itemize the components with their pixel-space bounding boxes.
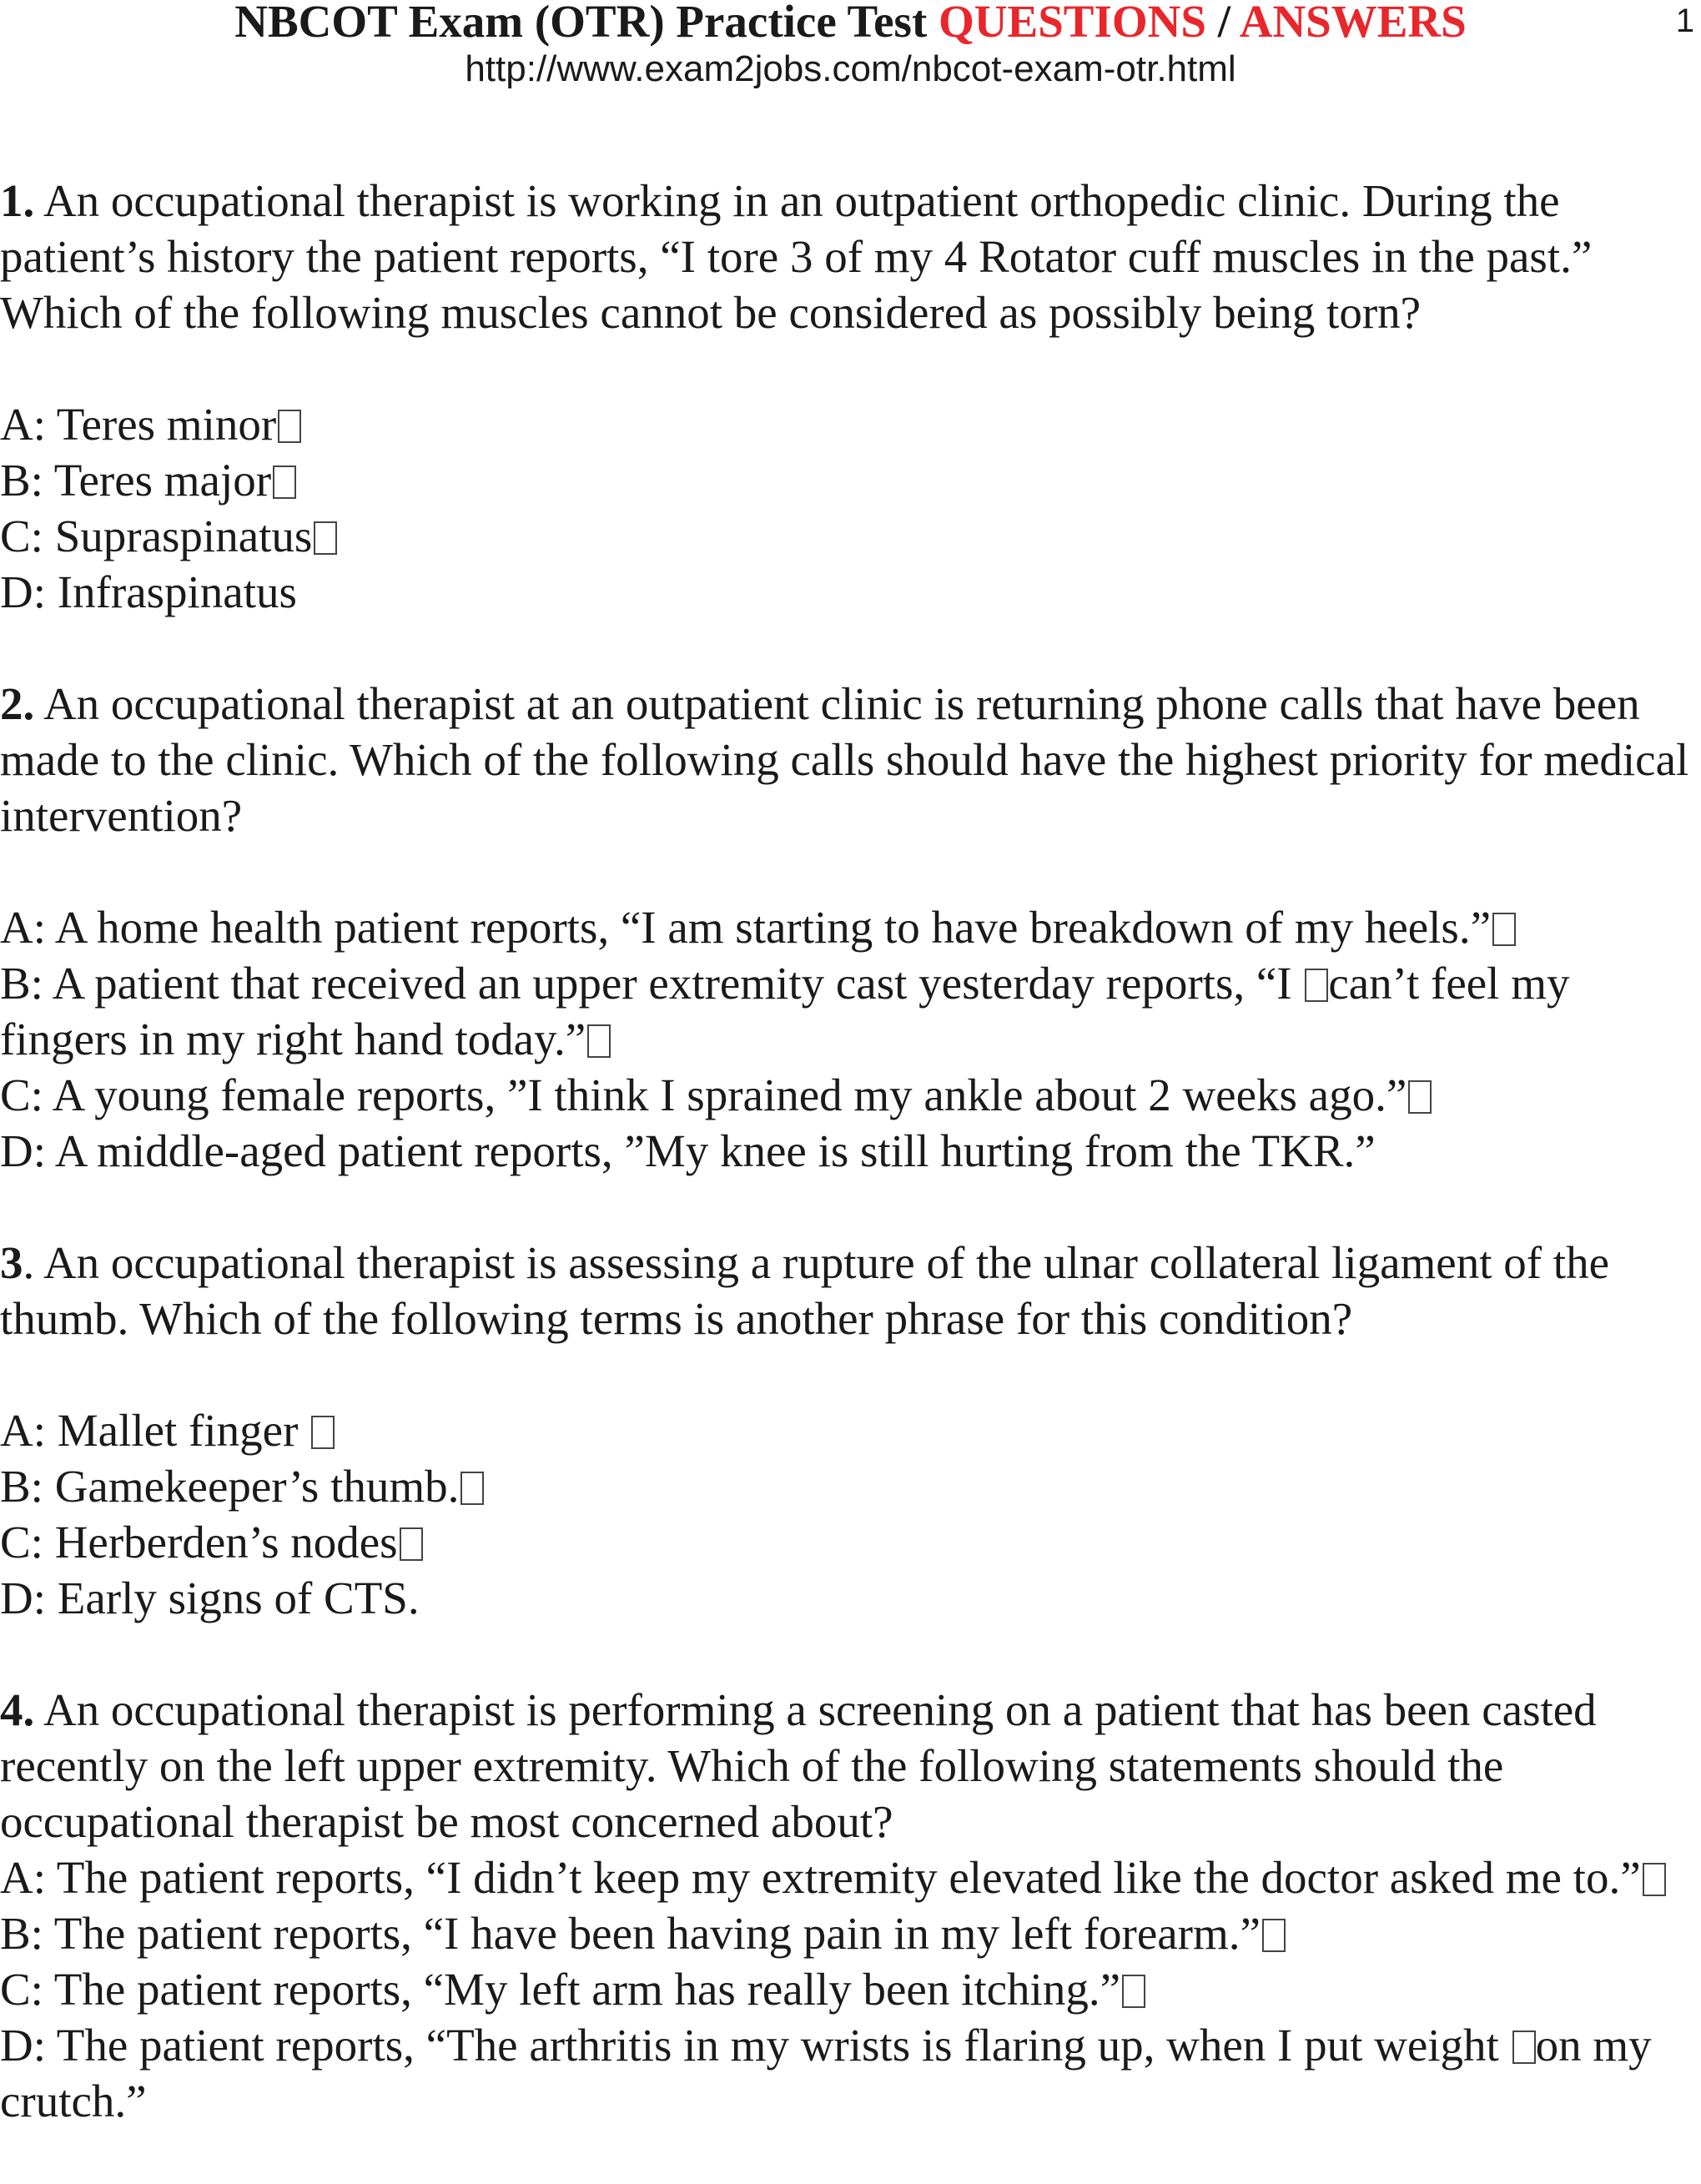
option-text: B: Gamekeeper’s thumb. <box>0 1461 460 1512</box>
answer-option-a <box>0 396 1693 452</box>
question-text: An occupational therapist is performing a screening on a patient that has been casted recently on the left upper extremity. Which of the following statements should the occupational therapist be most concerned about? <box>0 1684 1597 1847</box>
option-text: D: Early signs of CTS. <box>0 1573 420 1623</box>
answer-option-b <box>0 955 1693 1067</box>
option-text: A: Teres minor <box>0 399 277 450</box>
question-number: 2. <box>0 678 35 729</box>
option-text: D: A middle-aged patient reports, ”My knee is still hurting from the TKR.” <box>0 1125 1376 1176</box>
option-text: C: The patient reports, “My left arm has really been itching.” <box>0 1964 1120 2015</box>
missing-glyph-box-icon <box>1643 1863 1666 1896</box>
answer-option-c <box>0 508 1693 564</box>
answer-option-d <box>0 2017 1693 2129</box>
spacer <box>0 1346 1693 1402</box>
page-header <box>0 0 1701 100</box>
question-4 <box>0 1682 1693 2129</box>
question-stem <box>0 1682 1693 1849</box>
question-text: An occupational therapist is working in an outpatient orthopedic clinic. During the patient’s history the patient reports, “I tore 3 of my 4 Rotator cuff muscles in the past.” Which of the following muscles cannot be considered as possibly being torn? <box>0 175 1593 338</box>
title-text: NBCOT Exam (OTR) Practice Test <box>234 0 939 47</box>
document-body <box>0 173 1693 2129</box>
option-text: A: A home health patient reports, “I am starting to have breakdown of my heels.” <box>0 902 1491 953</box>
question-text: . An occupational therapist is assessing a rupture of the ulnar collateral ligament of the thumb. Which of the following terms is another phrase for this condition? <box>0 1237 1610 1344</box>
question-number: 3 <box>0 1237 23 1288</box>
question-stem <box>0 1235 1693 1346</box>
answer-option-d <box>0 1570 1693 1626</box>
missing-glyph-box-icon <box>311 1416 335 1449</box>
answer-option-a <box>0 899 1693 955</box>
missing-glyph-box-icon <box>1408 1080 1432 1114</box>
option-text: C: Herberden’s nodes <box>0 1517 398 1568</box>
answer-option-a <box>0 1402 1693 1458</box>
title-answers: ANSWERS <box>1239 0 1467 47</box>
spacer <box>0 843 1693 899</box>
option-text: B: A patient that received an upper extremity cast yesterday reports, “I <box>0 958 1304 1009</box>
source-url[interactable]: http://www.exam2jobs.com/nbcot-exam-otr.html <box>465 48 1236 89</box>
missing-glyph-box-icon <box>1492 913 1516 946</box>
option-text: D: Infraspinatus <box>0 566 297 617</box>
option-text-continued: on my crutch.” <box>0 2020 1652 2126</box>
missing-glyph-box-icon <box>1512 2031 1536 2064</box>
missing-glyph-box-icon <box>400 1527 423 1561</box>
question-text: An occupational therapist at an outpatient clinic is returning phone calls that have been made to the clinic. Which of the following calls should have the highest priority for medical intervention? <box>0 678 1689 841</box>
answer-option-d <box>0 1123 1693 1179</box>
answer-option-b <box>0 452 1693 508</box>
missing-glyph-box-icon <box>1262 1919 1286 1952</box>
spacer <box>0 1626 1693 1682</box>
option-text: C: A young female reports, ”I think I sprained my ankle about 2 weeks ago.” <box>0 1069 1407 1120</box>
option-text: A: Mallet finger <box>0 1405 310 1456</box>
option-text: A: The patient reports, “I didn’t keep my extremity elevated like the doctor asked me to.” <box>0 1852 1641 1903</box>
option-text: B: The patient reports, “I have been having pain in my left forearm.” <box>0 1908 1261 1959</box>
question-stem <box>0 173 1693 340</box>
question-1 <box>0 173 1693 620</box>
spacer <box>0 620 1693 676</box>
answer-option-d <box>0 564 1693 620</box>
missing-glyph-box-icon <box>587 1024 611 1058</box>
title-questions: QUESTIONS <box>939 0 1206 47</box>
missing-glyph-box-icon <box>1122 1975 1145 2008</box>
spacer <box>0 340 1693 396</box>
option-text-continued: can’t feel my fingers in my right hand today.” <box>0 958 1570 1064</box>
page-number: 1 <box>1675 3 1694 39</box>
question-2 <box>0 676 1693 1179</box>
question-stem <box>0 676 1693 843</box>
question-number: 4. <box>0 1684 35 1735</box>
title-separator: / <box>1205 0 1240 47</box>
answer-option-a <box>0 1849 1693 1905</box>
answer-option-c <box>0 1961 1693 2017</box>
question-3 <box>0 1235 1693 1626</box>
answer-option-c <box>0 1067 1693 1123</box>
missing-glyph-box-icon <box>314 521 337 555</box>
option-text: B: Teres major <box>0 455 272 506</box>
option-text: C: Supraspinatus <box>0 511 313 561</box>
missing-glyph-box-icon <box>460 1472 484 1505</box>
spacer <box>0 1179 1693 1235</box>
option-text: D: The patient reports, “The arthritis in my wrists is flaring up, when I put weight <box>0 2020 1511 2071</box>
document-title <box>0 0 1701 47</box>
missing-glyph-box-icon <box>278 410 301 443</box>
question-number: 1. <box>0 175 35 226</box>
answer-option-c <box>0 1514 1693 1570</box>
answer-option-b <box>0 1458 1693 1514</box>
missing-glyph-box-icon <box>273 465 296 499</box>
answer-option-b <box>0 1905 1693 1961</box>
missing-glyph-box-icon <box>1305 969 1328 1002</box>
